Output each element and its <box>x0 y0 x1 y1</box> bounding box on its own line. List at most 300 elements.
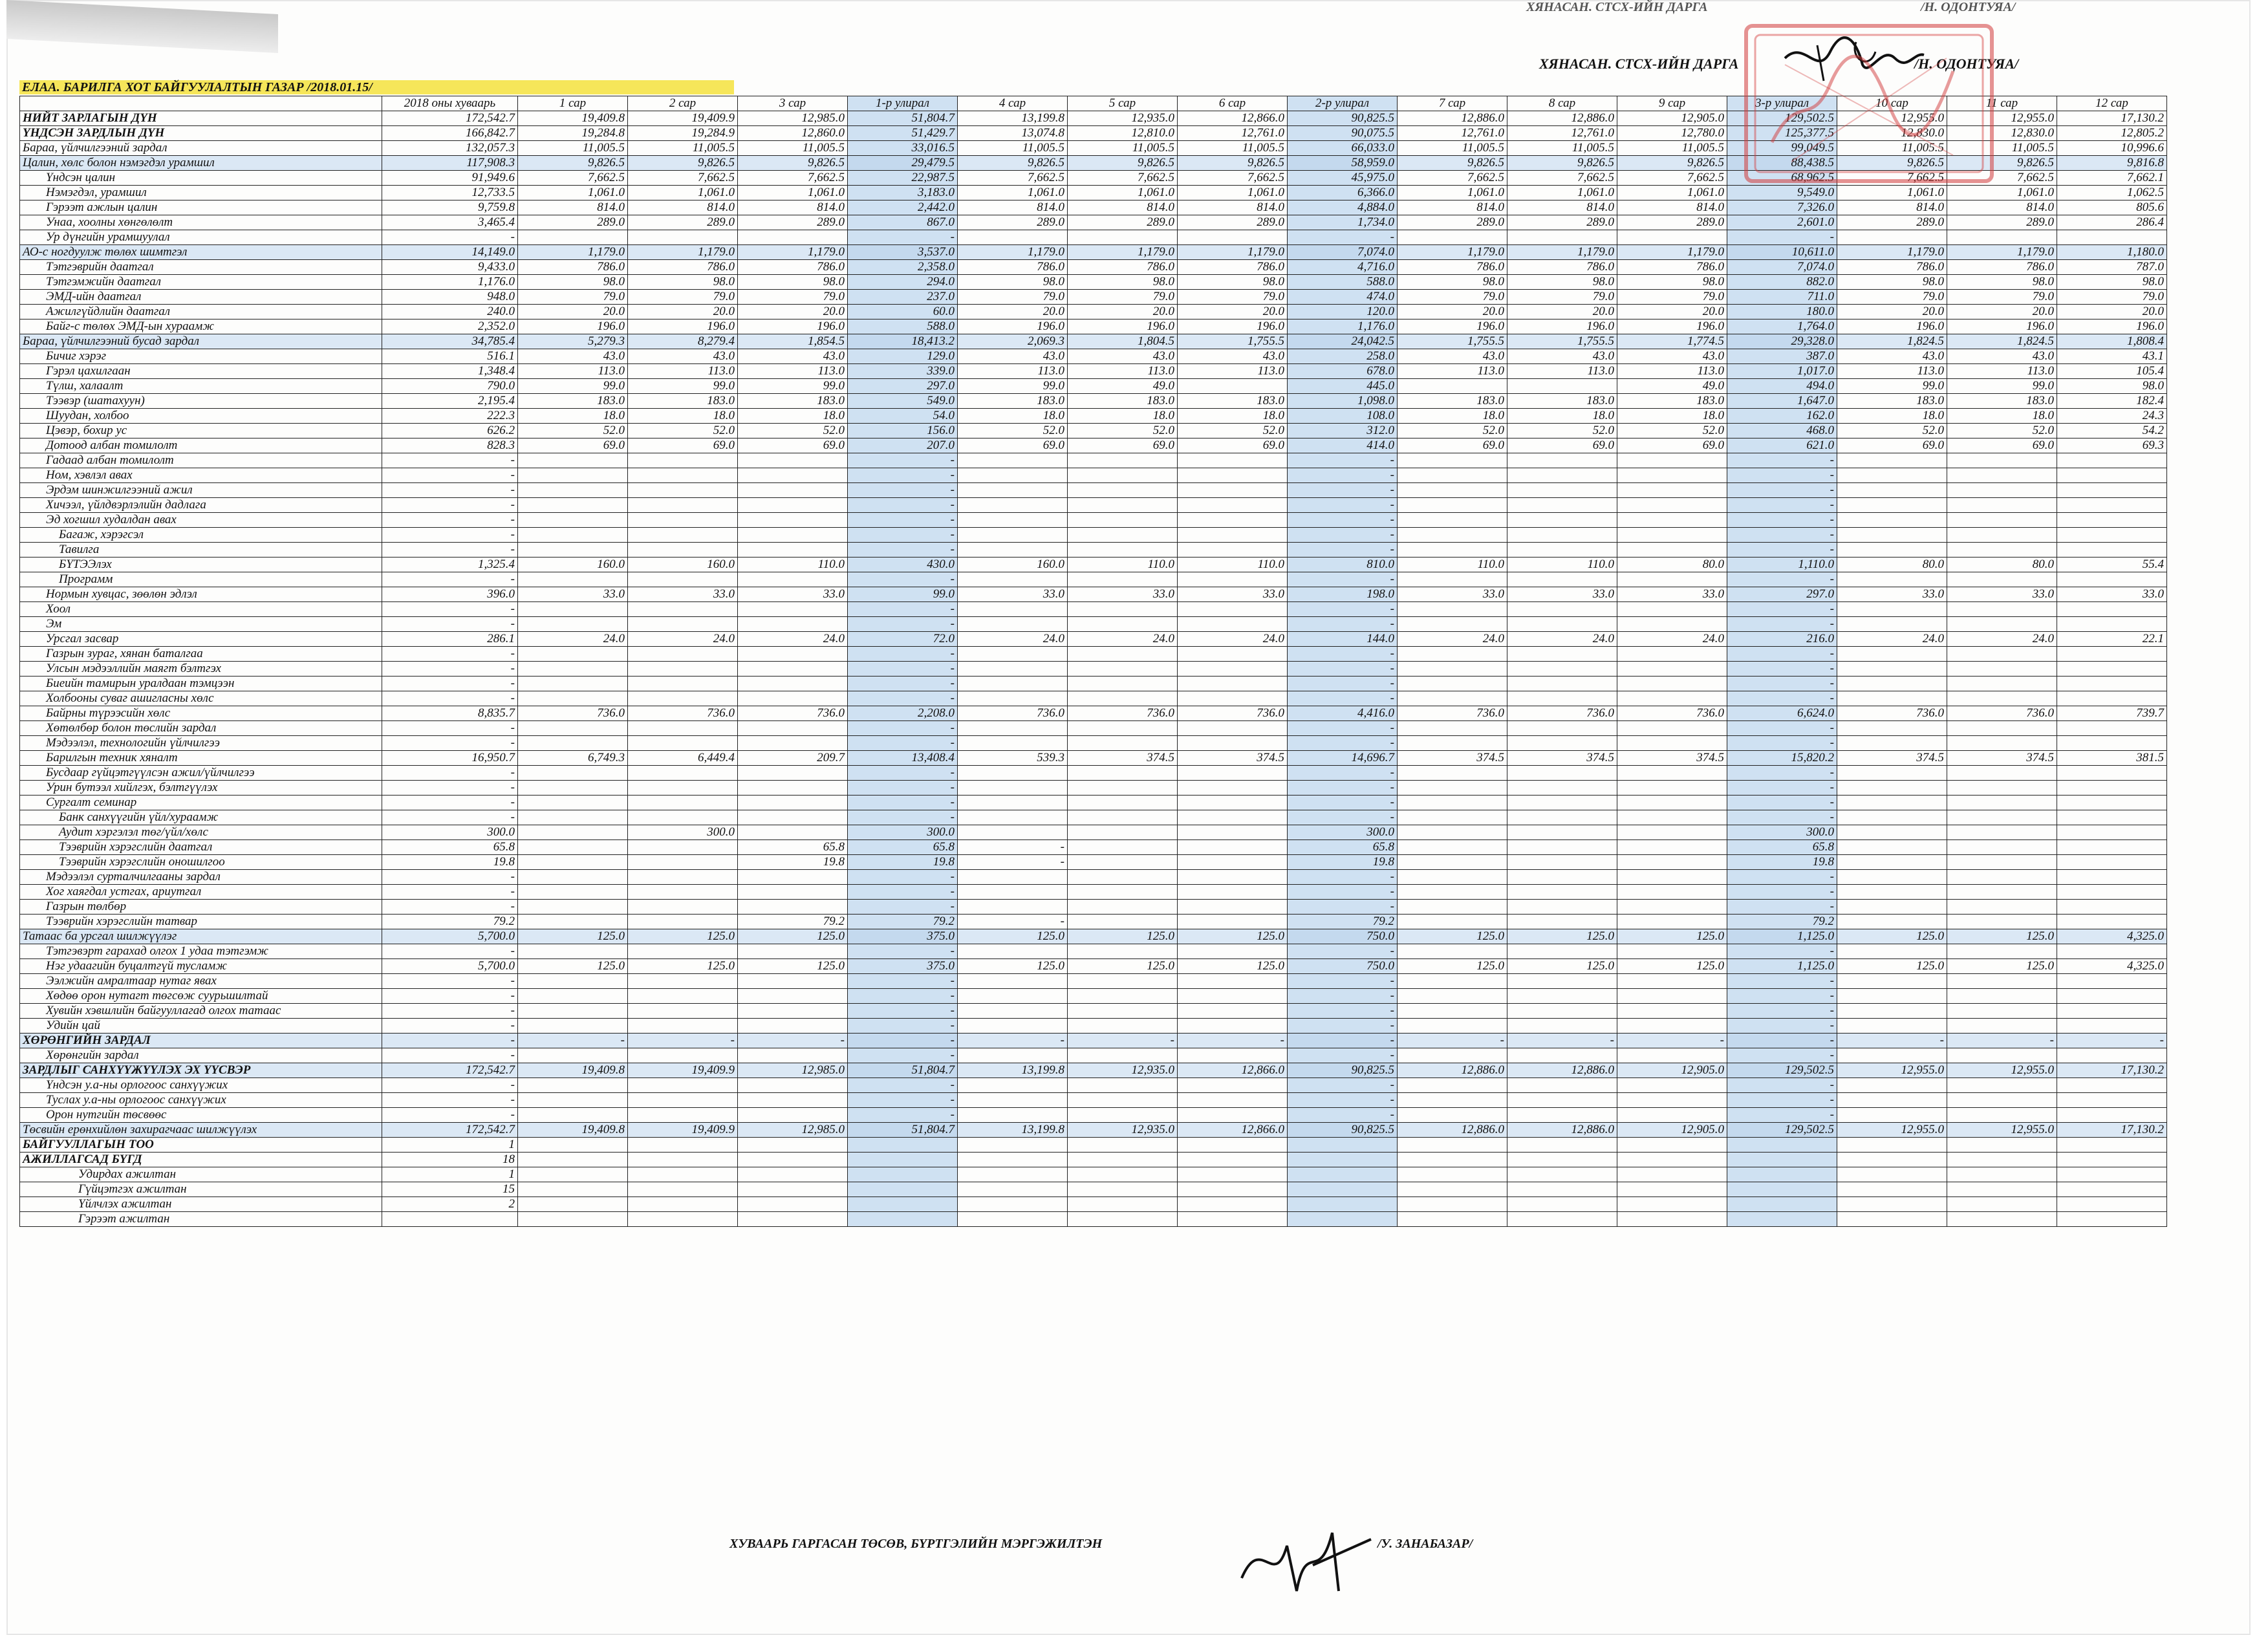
value-cell: 18,413.2 <box>848 334 958 349</box>
value-cell: 80.0 <box>1617 558 1727 572</box>
value-cell: - <box>848 1048 958 1063</box>
value-cell <box>1507 379 1617 394</box>
value-cell: 182.4 <box>2057 394 2167 409</box>
value-cell: 9,826.5 <box>518 156 628 171</box>
value-cell: 374.5 <box>1398 751 1507 766</box>
value-cell: 1,125.0 <box>1727 929 1837 944</box>
value-cell: 9,826.5 <box>628 156 738 171</box>
value-cell: 69.0 <box>628 439 738 453</box>
value-cell: 539.3 <box>958 751 1068 766</box>
value-cell <box>1178 810 1288 825</box>
faint-approver-title: ХЯНАСАН. СТСХ-ИЙН ДАРГА <box>1526 0 1708 14</box>
value-cell: 814.0 <box>1947 200 2057 215</box>
value-cell <box>1178 944 1288 959</box>
value-cell: 867.0 <box>848 215 958 230</box>
value-cell: - <box>848 230 958 245</box>
row-label: Ээлжийн амралтаар нутаг явах <box>20 974 382 989</box>
value-cell: 125.0 <box>628 929 738 944</box>
value-cell <box>518 647 628 662</box>
row-label: Тээврийн хэрэгслийн татвар <box>20 915 382 929</box>
value-cell <box>1947 528 2057 543</box>
value-cell: 52.0 <box>1617 424 1727 439</box>
value-cell <box>1398 483 1507 498</box>
value-cell: 79.2 <box>1288 915 1398 929</box>
budget-table <box>19 96 2167 1227</box>
value-cell: 9,826.5 <box>1068 156 1178 171</box>
value-cell <box>2057 230 2167 245</box>
value-cell: 948.0 <box>382 290 518 305</box>
value-cell: 45,975.0 <box>1288 171 1398 186</box>
row-label: Сургалт семинар <box>20 796 382 810</box>
value-cell: - <box>628 1034 738 1048</box>
value-cell: - <box>1288 1034 1398 1048</box>
value-cell <box>1398 647 1507 662</box>
row-label: ХӨРӨНГИЙН ЗАРДАЛ <box>20 1034 382 1048</box>
value-cell <box>1617 572 1727 587</box>
value-cell: 12,985.0 <box>738 1123 848 1138</box>
value-cell <box>1837 825 1947 840</box>
value-cell <box>848 1138 958 1153</box>
value-cell <box>1178 721 1288 736</box>
value-cell: 1,061.0 <box>518 186 628 200</box>
value-cell <box>1178 602 1288 617</box>
value-cell <box>2057 736 2167 751</box>
value-cell <box>1837 1019 1947 1034</box>
value-cell <box>1837 810 1947 825</box>
value-cell: 1,179.0 <box>1947 245 2057 260</box>
value-cell <box>1178 468 1288 483</box>
value-cell: 7,326.0 <box>1727 200 1837 215</box>
value-cell: 79.0 <box>628 290 738 305</box>
value-cell: 51,804.7 <box>848 111 958 126</box>
value-cell: 4,325.0 <box>2057 929 2167 944</box>
table-row <box>20 453 2167 468</box>
value-cell: 132,057.3 <box>382 141 518 156</box>
value-cell: 12,866.0 <box>1178 1123 1288 1138</box>
value-cell: 786.0 <box>738 260 848 275</box>
value-cell <box>1178 855 1288 870</box>
value-cell <box>958 1108 1068 1123</box>
value-cell <box>628 483 738 498</box>
row-label: Тээврийн хэрэгслийн даатгал <box>20 840 382 855</box>
value-cell <box>958 870 1068 885</box>
value-cell: 1,325.4 <box>382 558 518 572</box>
table-row <box>20 900 2167 915</box>
value-cell: 12,886.0 <box>1507 1063 1617 1078</box>
value-cell <box>518 840 628 855</box>
value-cell: 374.5 <box>1068 751 1178 766</box>
value-cell <box>738 572 848 587</box>
value-cell: 12,761.0 <box>1178 126 1288 141</box>
value-cell: - <box>1288 691 1398 706</box>
value-cell: - <box>382 885 518 900</box>
value-cell <box>1398 781 1507 796</box>
value-cell <box>738 1048 848 1063</box>
value-cell <box>1507 825 1617 840</box>
value-cell <box>2057 1093 2167 1108</box>
value-cell <box>738 1019 848 1034</box>
value-cell: 7,662.5 <box>738 171 848 186</box>
value-cell: 222.3 <box>382 409 518 424</box>
value-cell <box>958 796 1068 810</box>
value-cell: 33.0 <box>1178 587 1288 602</box>
value-cell: 125.0 <box>1068 929 1178 944</box>
value-cell <box>2057 468 2167 483</box>
value-cell <box>738 1153 848 1167</box>
column-header: 12 сар <box>2057 96 2167 111</box>
value-cell: 125.0 <box>518 929 628 944</box>
value-cell <box>382 1212 518 1227</box>
value-cell: 786.0 <box>958 260 1068 275</box>
value-cell: - <box>848 810 958 825</box>
value-cell <box>1507 1212 1617 1227</box>
value-cell <box>628 900 738 915</box>
value-cell <box>1617 513 1727 528</box>
value-cell <box>1398 468 1507 483</box>
value-cell <box>738 1182 848 1197</box>
row-label: Гадаад албан томилолт <box>20 453 382 468</box>
value-cell: 12,905.0 <box>1617 111 1727 126</box>
table-row <box>20 736 2167 751</box>
value-cell <box>738 691 848 706</box>
value-cell: 43.0 <box>1507 349 1617 364</box>
value-cell: 125.0 <box>1947 959 2057 974</box>
value-cell <box>1837 1048 1947 1063</box>
value-cell: 65.8 <box>1288 840 1398 855</box>
value-cell: - <box>1288 810 1398 825</box>
table-row <box>20 706 2167 721</box>
value-cell: 79.0 <box>1178 290 1288 305</box>
value-cell: 52.0 <box>1947 424 2057 439</box>
value-cell <box>2057 453 2167 468</box>
value-cell <box>1947 677 2057 691</box>
value-cell <box>1837 572 1947 587</box>
value-cell: 289.0 <box>1947 215 2057 230</box>
value-cell: 1,061.0 <box>1507 186 1617 200</box>
value-cell: 43.0 <box>1617 349 1727 364</box>
row-label: Эм <box>20 617 382 632</box>
value-cell: 13,199.8 <box>958 111 1068 126</box>
value-cell: 2,352.0 <box>382 319 518 334</box>
value-cell: 162.0 <box>1727 409 1837 424</box>
value-cell: 9,826.5 <box>1178 156 1288 171</box>
value-cell <box>1178 1138 1288 1153</box>
value-cell <box>1178 379 1288 394</box>
value-cell <box>1507 483 1617 498</box>
value-cell: 7,662.1 <box>2057 171 2167 186</box>
row-label: Гэрээт ажлын цалин <box>20 200 382 215</box>
value-cell: 626.2 <box>382 424 518 439</box>
value-cell <box>1947 1138 2057 1153</box>
value-cell: 289.0 <box>1617 215 1727 230</box>
value-cell: 90,825.5 <box>1288 111 1398 126</box>
value-cell: 90,825.5 <box>1288 1063 1398 1078</box>
value-cell: 196.0 <box>1507 319 1617 334</box>
value-cell: 15 <box>382 1182 518 1197</box>
value-cell <box>1837 736 1947 751</box>
value-cell: 2,208.0 <box>848 706 958 721</box>
value-cell: 125.0 <box>1617 929 1727 944</box>
table-row <box>20 944 2167 959</box>
value-cell <box>1178 1182 1288 1197</box>
value-cell <box>1837 721 1947 736</box>
value-cell <box>1068 974 1178 989</box>
value-cell: 51,804.7 <box>848 1123 958 1138</box>
value-cell: - <box>1727 781 1837 796</box>
value-cell: 98.0 <box>1398 275 1507 290</box>
table-row <box>20 572 2167 587</box>
row-label: Ажилгүйдлийн даатгал <box>20 305 382 319</box>
value-cell: 66,033.0 <box>1288 141 1398 156</box>
value-cell: - <box>1288 1019 1398 1034</box>
value-cell <box>738 721 848 736</box>
row-label: Хоол <box>20 602 382 617</box>
value-cell: 297.0 <box>848 379 958 394</box>
row-label: Байрны түрээсийн хөлс <box>20 706 382 721</box>
row-label: Газрын зураг, хянан баталгаа <box>20 647 382 662</box>
value-cell: - <box>1288 870 1398 885</box>
value-cell: 125.0 <box>628 959 738 974</box>
value-cell: 33.0 <box>1068 587 1178 602</box>
value-cell <box>1947 662 2057 677</box>
value-cell: - <box>1727 1019 1837 1034</box>
value-cell <box>1507 1182 1617 1197</box>
value-cell: 12,866.0 <box>1178 1063 1288 1078</box>
value-cell: 79.0 <box>1507 290 1617 305</box>
value-cell: 33.0 <box>1398 587 1507 602</box>
value-cell: 736.0 <box>1068 706 1178 721</box>
value-cell <box>1947 691 2057 706</box>
faint-approver-name: /Н. ОДОНТУЯА/ <box>1921 0 2016 14</box>
value-cell <box>1617 781 1727 796</box>
value-cell: 33.0 <box>2057 587 2167 602</box>
value-cell: 19,409.8 <box>518 111 628 126</box>
value-cell: 24.0 <box>1178 632 1288 647</box>
value-cell: 12,886.0 <box>1507 111 1617 126</box>
value-cell: - <box>1727 483 1837 498</box>
value-cell <box>1068 766 1178 781</box>
value-cell <box>1068 1212 1178 1227</box>
value-cell: - <box>1288 1093 1398 1108</box>
value-cell <box>518 885 628 900</box>
value-cell: 790.0 <box>382 379 518 394</box>
row-label: ЗАРДЛЫГ САНХҮҮЖҮҮЛЭХ ЭХ ҮҮСВЭР <box>20 1063 382 1078</box>
value-cell <box>1837 691 1947 706</box>
value-cell: 736.0 <box>518 706 628 721</box>
value-cell <box>518 825 628 840</box>
value-cell <box>1068 602 1178 617</box>
value-cell: - <box>848 691 958 706</box>
value-cell <box>1837 468 1947 483</box>
value-cell: 750.0 <box>1288 959 1398 974</box>
value-cell: - <box>848 468 958 483</box>
value-cell: 196.0 <box>2057 319 2167 334</box>
value-cell: 4,884.0 <box>1288 200 1398 215</box>
value-cell: 24.3 <box>2057 409 2167 424</box>
value-cell: 79.0 <box>1947 290 2057 305</box>
value-cell: 19.8 <box>1727 855 1837 870</box>
table-row <box>20 677 2167 691</box>
value-cell: 98.0 <box>738 275 848 290</box>
value-cell: 99.0 <box>518 379 628 394</box>
value-cell <box>1398 840 1507 855</box>
value-cell <box>1398 810 1507 825</box>
value-cell <box>958 1078 1068 1093</box>
value-cell: 786.0 <box>1507 260 1617 275</box>
value-cell: 414.0 <box>1288 439 1398 453</box>
value-cell <box>1837 1138 1947 1153</box>
value-cell <box>518 1048 628 1063</box>
value-cell <box>1617 677 1727 691</box>
value-cell: 24.0 <box>628 632 738 647</box>
value-cell: 113.0 <box>628 364 738 379</box>
value-cell <box>628 602 738 617</box>
value-cell: 98.0 <box>1837 275 1947 290</box>
table-row <box>20 215 2167 230</box>
value-cell: - <box>382 736 518 751</box>
value-cell: 1,647.0 <box>1727 394 1837 409</box>
value-cell: - <box>1727 900 1837 915</box>
value-cell <box>1398 1093 1507 1108</box>
value-cell: - <box>848 989 958 1004</box>
row-label: Гэрэл цахилгаан <box>20 364 382 379</box>
value-cell: 18.0 <box>1178 409 1288 424</box>
value-cell: - <box>1727 1004 1837 1019</box>
value-cell <box>1068 915 1178 929</box>
value-cell: - <box>848 781 958 796</box>
value-cell <box>1617 1048 1727 1063</box>
value-cell: 24.0 <box>738 632 848 647</box>
value-cell: 51,429.7 <box>848 126 958 141</box>
value-cell: 79.0 <box>1837 290 1947 305</box>
value-cell: 99.0 <box>848 587 958 602</box>
value-cell: 621.0 <box>1727 439 1837 453</box>
value-cell <box>1178 483 1288 498</box>
value-cell: - <box>1288 453 1398 468</box>
value-cell: 14,149.0 <box>382 245 518 260</box>
value-cell: 4,716.0 <box>1288 260 1398 275</box>
value-cell: 196.0 <box>958 319 1068 334</box>
value-cell: 24.0 <box>1398 632 1507 647</box>
value-cell: 9,826.5 <box>1507 156 1617 171</box>
value-cell: - <box>1727 468 1837 483</box>
value-cell: 196.0 <box>1068 319 1178 334</box>
value-cell <box>1398 1108 1507 1123</box>
value-cell: 297.0 <box>1727 587 1837 602</box>
value-cell <box>1837 1182 1947 1197</box>
row-label: Орон нутгийн төсвөөс <box>20 1108 382 1123</box>
value-cell <box>518 483 628 498</box>
value-cell <box>738 1004 848 1019</box>
value-cell: 69.3 <box>2057 439 2167 453</box>
value-cell <box>958 1153 1068 1167</box>
value-cell: 58,959.0 <box>1288 156 1398 171</box>
value-cell <box>1617 468 1727 483</box>
value-cell: 79.0 <box>958 290 1068 305</box>
value-cell <box>628 736 738 751</box>
value-cell: - <box>1727 944 1837 959</box>
value-cell <box>738 498 848 513</box>
row-label: НИЙТ ЗАРЛАГЫН ДҮН <box>20 111 382 126</box>
value-cell: 396.0 <box>382 587 518 602</box>
value-cell <box>1837 662 1947 677</box>
table-row <box>20 989 2167 1004</box>
value-cell <box>628 1078 738 1093</box>
row-label: Хөрөнгийн зардал <box>20 1048 382 1063</box>
value-cell: 69.0 <box>1947 439 2057 453</box>
value-cell <box>1837 483 1947 498</box>
value-cell <box>518 944 628 959</box>
value-cell <box>738 513 848 528</box>
value-cell: - <box>848 1004 958 1019</box>
value-cell: 805.6 <box>2057 200 2167 215</box>
value-cell: - <box>1178 1034 1288 1048</box>
value-cell <box>518 1093 628 1108</box>
value-cell: 19,284.8 <box>518 126 628 141</box>
value-cell <box>1507 855 1617 870</box>
value-cell: 9,826.5 <box>1398 156 1507 171</box>
table-row <box>20 349 2167 364</box>
row-label: Удирдах ажилтан <box>20 1167 382 1182</box>
value-cell: 289.0 <box>1178 215 1288 230</box>
value-cell <box>1837 1167 1947 1182</box>
row-label: Бараа, үйлчилгээний бусад зардал <box>20 334 382 349</box>
value-cell: 750.0 <box>1288 929 1398 944</box>
value-cell: - <box>848 1019 958 1034</box>
value-cell: 289.0 <box>518 215 628 230</box>
table-row <box>20 1212 2167 1227</box>
value-cell: 1,755.5 <box>1178 334 1288 349</box>
value-cell: 98.0 <box>1617 275 1727 290</box>
value-cell <box>1398 1212 1507 1227</box>
table-row <box>20 543 2167 558</box>
value-cell <box>1617 1167 1727 1182</box>
value-cell: 52.0 <box>1068 424 1178 439</box>
value-cell <box>1288 1182 1398 1197</box>
value-cell <box>2057 1212 2167 1227</box>
value-cell <box>1178 736 1288 751</box>
value-cell <box>1068 1138 1178 1153</box>
value-cell: 2,358.0 <box>848 260 958 275</box>
value-cell <box>518 855 628 870</box>
value-cell <box>2057 885 2167 900</box>
row-label: Туслах у.а-ны орлогоос санхүүжих <box>20 1093 382 1108</box>
value-cell: 183.0 <box>628 394 738 409</box>
value-cell <box>1617 1108 1727 1123</box>
row-label: Холбооны суваг ашигласны хөлс <box>20 691 382 706</box>
table-row <box>20 796 2167 810</box>
value-cell: 12,905.0 <box>1617 1063 1727 1078</box>
value-cell <box>628 230 738 245</box>
value-cell <box>958 528 1068 543</box>
value-cell: 125.0 <box>738 929 848 944</box>
value-cell: 1,179.0 <box>628 245 738 260</box>
value-cell <box>1398 1182 1507 1197</box>
value-cell: 12,905.0 <box>1617 1123 1727 1138</box>
value-cell: - <box>1727 1108 1837 1123</box>
table-row <box>20 1048 2167 1063</box>
value-cell: 12,733.5 <box>382 186 518 200</box>
value-cell: 183.0 <box>1837 394 1947 409</box>
value-cell <box>2057 543 2167 558</box>
value-cell: 209.7 <box>738 751 848 766</box>
value-cell: - <box>848 617 958 632</box>
value-cell: - <box>1727 617 1837 632</box>
value-cell: 588.0 <box>848 319 958 334</box>
value-cell: 1,061.0 <box>1947 186 2057 200</box>
value-cell <box>1398 691 1507 706</box>
value-cell: 5,700.0 <box>382 959 518 974</box>
